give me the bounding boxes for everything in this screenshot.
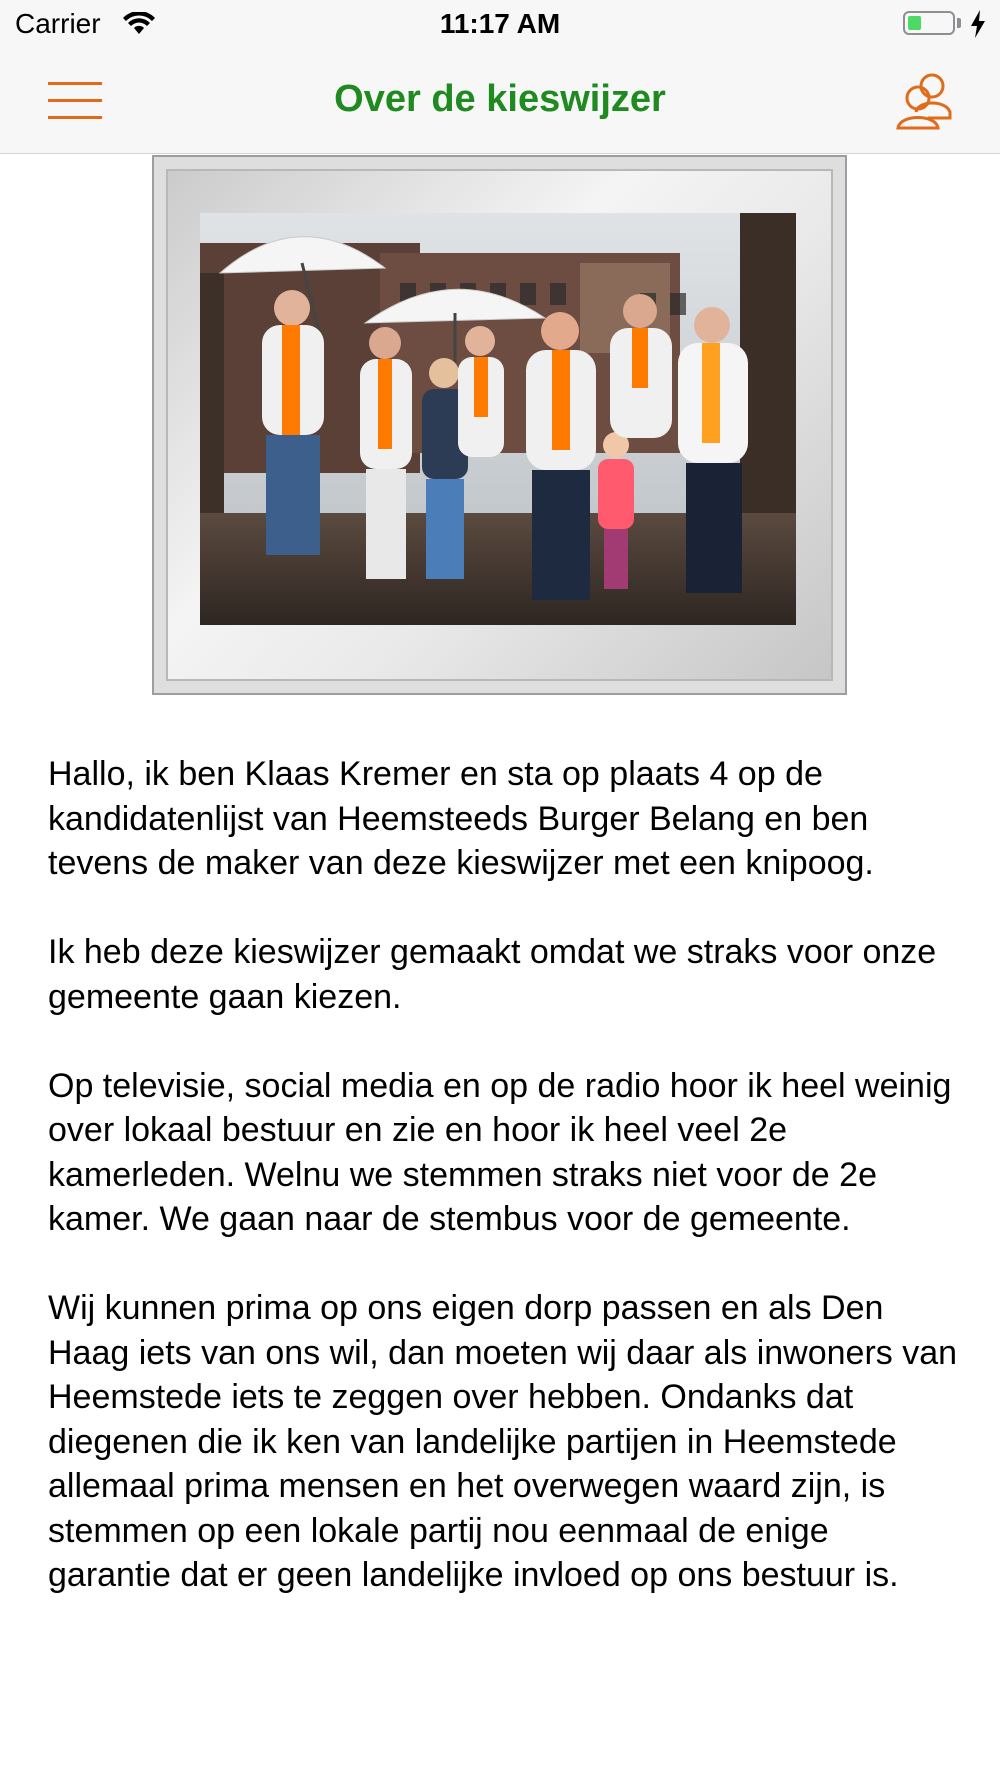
battery-level <box>908 16 921 30</box>
battery-icon <box>903 11 955 35</box>
users-icon <box>890 66 960 136</box>
navigation-bar <box>0 50 1000 154</box>
paragraph: Op televisie, social media en op de radio hoor ik heel weinig over lokaal bestuur en zie en hoor ik heel veel 2e kamerleden. Welnu we stemmen straks niet voor de 2e kamer. We gaan naar de stembus voor de gemeente. <box>48 1066 952 1238</box>
carrier-label: Carrier <box>15 8 101 39</box>
group-photo <box>200 213 796 625</box>
profile-button[interactable] <box>890 66 960 136</box>
charging-bolt-icon <box>970 10 986 38</box>
group-photo-image <box>200 213 796 625</box>
status-bar <box>0 0 1000 50</box>
clock: 11:17 AM <box>439 8 561 39</box>
paragraph: Wij kunnen prima op ons eigen dorp passen en als Den Haag iets van ons wil, dan moeten wij daar als inwoners van Heemstede iets te zeggen over hebben. Ondanks dat diegenen die ik ken van landelijke partijen in Heemstede allemaal prima mensen en het overwegen waard zijn, is stemmen op een lokale partij nou eenmaal de enige garantie dat er geen landelijke invloed op ons bestuur is. <box>48 1289 958 1594</box>
paragraph: Hallo, ik ben Klaas Kremer en sta op plaats 4 op de kandidatenlijst van Heemsteeds Burger Belang en ben tevens de maker van deze kieswijzer met een knipoog. <box>48 755 874 882</box>
paragraph: Ik heb deze kieswijzer gemaakt omdat we straks voor onze gemeente gaan kiezen. <box>48 933 937 1016</box>
photo-frame <box>152 155 847 695</box>
intro-text <box>48 752 958 1642</box>
page-title: Over de kieswijzer <box>334 78 666 120</box>
battery-tip <box>957 18 961 28</box>
